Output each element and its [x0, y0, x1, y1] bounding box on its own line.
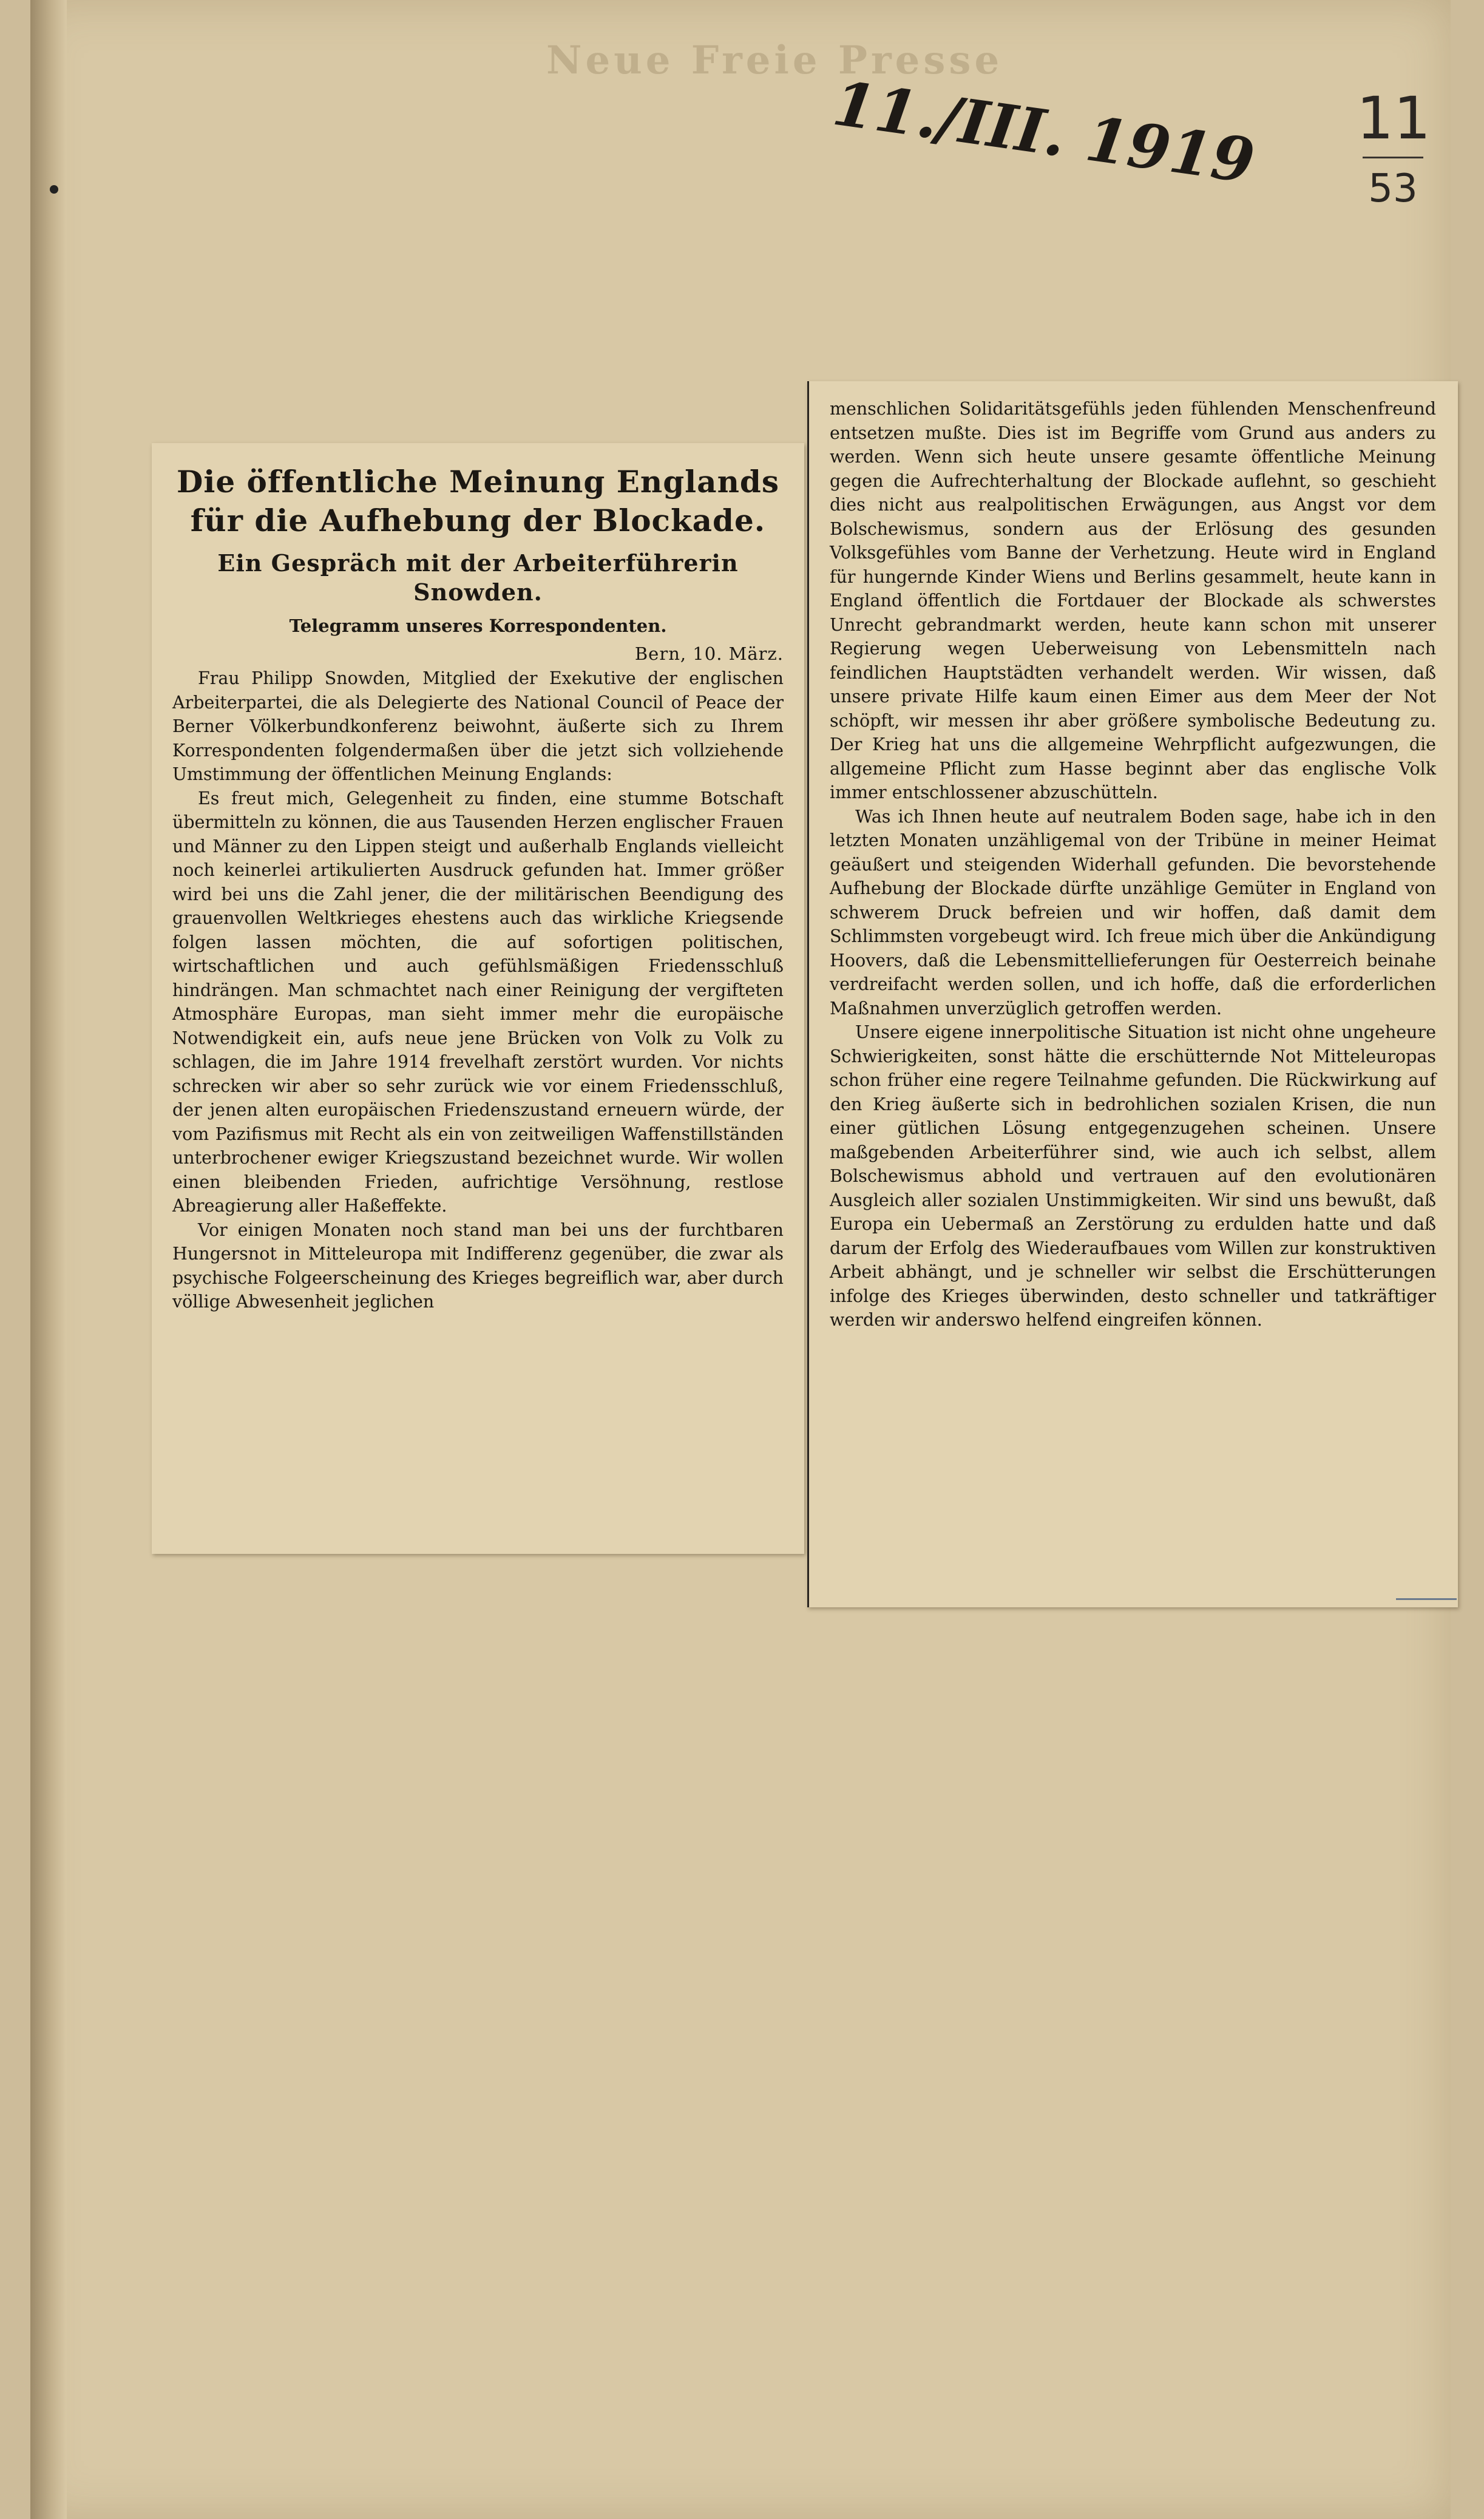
ink-dot — [50, 185, 58, 194]
paragraph-left-1: Frau Philipp Snowden, Mitglied der Exekutive der englischen Arbeiterpartei, die als Delegierte des National Council of Peace der Berner Völkerbundkonferenz beiwohnt, äußerte sich zu Ihrem Korrespondenten folgendermaßen über die jetzt sich vollziehende Umstimmung der öffentlichen Meinung Englands: — [172, 668, 784, 784]
article-headline: Die öffentliche Meinung Englands für die Aufhebung der Blockade. — [176, 464, 780, 538]
article-telegram-line: Telegramm unseres Korrespondenten. — [289, 615, 667, 636]
paragraph-right-3: Unsere eigene innerpolitische Situation ist nicht ohne ungeheure Schwierigkeiten, sonst hätte die erschütternde Not Mitteleuropas schon früher eine regere Teilnahme gefunden. Die Rückwirkung auf den Krieg äußerte sich in bedrohlichen sozialen Krisen, die nun einer gütlichen Lösung entgegenzugehen scheinen. Unsere maßgebenden Arbeiterführer sind, wie auch ich selbst, allem Bolschewismus abhold und vertrauen auf den evolutionären Ausgleich aller sozialen Unstimmigkeiten. Wir sind uns bewußt, daß Europa ein Uebermaß an Zerstörung zu erdulden hatte und daß darum der Erfolg des Wiederaufbaues vom Willen zur konstruktiven Arbeit abhängt, und je schneller wir selbst die Erschütterungen infolge des Krieges überwinden, desto schneller und tatkräftiger werden wir anderswo helfend eingreifen können. — [830, 1022, 1436, 1330]
article-dateline: Bern, 10. März. — [634, 643, 784, 664]
folio-top-number: 11 — [1357, 84, 1431, 152]
clipping-right-column — [807, 381, 1458, 1607]
paragraph-left-3: Vor einigen Monaten noch stand man bei uns der furchtbaren Hungersnot in Mitteleuropa mit Indifferenz gegenüber, die zwar als psychische Folgeerscheinung des Krieges begreiflich war, aber durch völlige Abwesenheit jeglichen — [172, 1219, 784, 1312]
handwritten-date: 11./III. 1919 — [828, 67, 1259, 197]
folio-rule — [1363, 157, 1423, 158]
article-subhead: Ein Gespräch mit der Arbeiterführerin Snowden. — [217, 549, 739, 606]
faded-masthead: Neue Freie Presse — [546, 38, 1003, 83]
paragraph-left-2: Es freut mich, Gelegenheit zu finden, eine stumme Botschaft übermitteln zu können, die aus Tausenden Herzen englischer Frauen und Männer zu den Lippen steigt und außerhalb Englands vielleicht noch keinerlei artikulierten Ausdruck gefunden hat. Immer größer wird bei uns die Zahl jener, die der militärischen Beendigung des grauenvollen Weltkrieges ehestens auch das wirkliche Kriegsende folgen lassen möchten, die auf sofortigen politischen, wirtschaftlichen und auch gefühlsmäßigen Friedensschluß hindrängen. Man schmachtet nach einer Reinigung der vergifteten Atmosphäre Europas, man sieht immer mehr die europäische Notwendigkeit ein, aufs neue jene Brücken von Volk zu Volk zu schlagen, die im Jahre 1914 frevelhaft zerstört wurden. Vor nichts schrecken wir aber so sehr zurück wie vor einem Friedensschluß, der jenen alten europäischen Friedenszustand erneuern würde, der vom Pazifismus mit Recht als ein von zeitweiligen Waffenstillständen unterbrochener ewiger Kriegszustand bezeichnet wurde. Wir wollen einen bleibenden Frieden, aufrichtige Versöhnung, restlose Abreagierung aller Haßeffekte. — [172, 788, 784, 1216]
clipping-left-column — [152, 443, 804, 1554]
paragraph-right-2: Was ich Ihnen heute auf neutralem Boden sage, habe ich in den letzten Monaten unzähligemal von der Tribüne in meiner Heimat geäußert und steigenden Widerhall gefunden. Die bevorstehende Aufhebung der Blockade dürfte unzählige Gemüter in England von schwerem Druck befreien und wir hoffen, daß damit dem Schlimmsten vorgebeugt wird. Ich freue mich über die Ankündigung Hoovers, daß die Lebensmittellieferungen für Oesterreich beinahe verdreifacht werden sollen, und ich hoffe, daß die erforderlichen Maßnahmen unverzüglich getroffen werden. — [830, 806, 1436, 1019]
paragraph-right-1: menschlichen Solidaritätsgefühls jeden fühlenden Menschenfreund entsetzen mußte. Dies ist im Begriffe vom Grund aus anders zu werden. Wenn sich heute unsere gesamte öffentliche Meinung gegen die Aufrechterhaltung der Blockade auflehnt, so geschieht dies nicht aus realpolitischen Erwägungen, aus Angst vor dem Bolschewismus, sondern aus der Erlösung des gesunden Volksgefühles vom Banne der Verhetzung. Heute wird in England für hungernde Kinder Wiens und Berlins gesammelt, heute kann in England öffentlich die Fortdauer der Blockade als schwerstes Unrecht gebrandmarkt werden, heute kann schon mit unserer Regierung wegen Ueberweisung von Lebensmitteln nach feindlichen Hauptstädten verhandelt werden. Wir wissen, daß unsere private Hilfe kaum einen Eimer aus dem Meer der Not schöpft, wir messen ihr aber größere symbolische Bedeutung zu. Der Krieg hat uns die allgemeine Wehrpflicht aufgezwungen, die allgemeine Pflicht zum Hasse beginnt aber das englische Volk immer entschlossener abzuschütteln. — [830, 399, 1436, 802]
sheet-fold-shadow — [30, 0, 67, 2519]
folio-bottom-number: 53 — [1368, 166, 1418, 211]
end-rule — [1396, 1598, 1457, 1600]
archive-folio-mark — [1357, 85, 1429, 243]
